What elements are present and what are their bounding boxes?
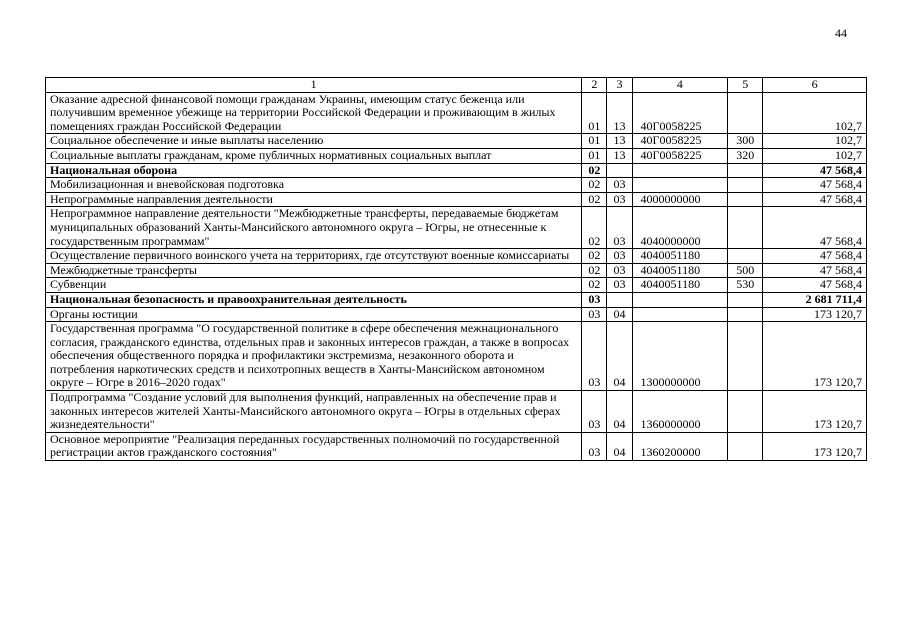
row-amount: 47 568,4: [763, 207, 867, 249]
row-subsection: 04: [607, 322, 632, 391]
row-expense-type: [728, 192, 763, 207]
row-expense-type: [728, 92, 763, 134]
table-row: [46, 178, 867, 193]
row-target-article: 40Г0058225: [632, 148, 728, 163]
table-row: [46, 432, 867, 460]
row-expense-type: 320: [728, 148, 763, 163]
row-subsection: 03: [607, 249, 632, 264]
row-name: Основное мероприятие "Реализация переданных государственных полномочий по государственной регистрации актов гражданского состояния": [46, 432, 582, 460]
row-section: 03: [582, 307, 607, 322]
header-col-2: 2: [582, 78, 607, 93]
row-target-article: 40Г0058225: [632, 92, 728, 134]
row-expense-type: [728, 292, 763, 307]
row-target-article: [632, 292, 728, 307]
table-row: [46, 163, 867, 178]
row-section: 02: [582, 249, 607, 264]
row-subsection: 04: [607, 432, 632, 460]
header-col-4: 4: [632, 78, 728, 93]
page-number: 44: [835, 26, 847, 40]
row-section: 03: [582, 432, 607, 460]
header-col-5: 5: [728, 78, 763, 93]
row-amount: 102,7: [763, 148, 867, 163]
table-row: [46, 292, 867, 307]
row-expense-type: [728, 207, 763, 249]
table-row: [46, 263, 867, 278]
row-expense-type: [728, 178, 763, 193]
row-section: 02: [582, 192, 607, 207]
row-amount: 102,7: [763, 92, 867, 134]
row-expense-type: [728, 432, 763, 460]
row-section: 03: [582, 292, 607, 307]
row-name: Подпрограмма "Создание условий для выполнения функций, направленных на обеспечение прав и законных интересов жителей Ханты-Мансийского автономного округа – Югры в отдельных сферах жизнедеятельности": [46, 391, 582, 433]
row-name: Мобилизационная и вневойсковая подготовка: [46, 178, 582, 193]
row-name: Оказание адресной финансовой помощи гражданам Украины, имеющим статус беженца или получившим временное убежище на территории Российской Федерации и проживающим в жилых помещениях граждан Российской Федерации: [46, 92, 582, 134]
table-row: [46, 207, 867, 249]
row-subsection: 03: [607, 192, 632, 207]
row-name: Непрограммное направление деятельности "Межбюджетные трансферты, передаваемые бюджетам муниципальных образований Ханты-Мансийского автономного округа – Югры, не отнесенные к государственным программам": [46, 207, 582, 249]
row-subsection: 03: [607, 178, 632, 193]
table-row: [46, 192, 867, 207]
row-name: Субвенции: [46, 278, 582, 293]
row-target-article: 4000000000: [632, 192, 728, 207]
row-amount: 47 568,4: [763, 192, 867, 207]
row-target-article: 4040051180: [632, 263, 728, 278]
row-subsection: 04: [607, 307, 632, 322]
row-amount: 47 568,4: [763, 178, 867, 193]
header-col-1: 1: [46, 78, 582, 93]
table-row: [46, 249, 867, 264]
row-section: 03: [582, 322, 607, 391]
row-section: 02: [582, 163, 607, 178]
row-amount: 102,7: [763, 134, 867, 149]
row-expense-type: [728, 163, 763, 178]
row-amount: 47 568,4: [763, 278, 867, 293]
row-subsection: [607, 163, 632, 178]
table-header-row: [46, 78, 867, 93]
row-amount: 173 120,7: [763, 391, 867, 433]
row-subsection: 03: [607, 207, 632, 249]
row-section: 02: [582, 178, 607, 193]
row-expense-type: 500: [728, 263, 763, 278]
row-target-article: 4040051180: [632, 278, 728, 293]
row-amount: 173 120,7: [763, 322, 867, 391]
table-row: [46, 92, 867, 134]
row-section: 02: [582, 278, 607, 293]
row-name: Межбюджетные трансферты: [46, 263, 582, 278]
table-row: [46, 322, 867, 391]
row-section: 02: [582, 207, 607, 249]
row-section: 01: [582, 134, 607, 149]
row-expense-type: [728, 307, 763, 322]
header-col-3: 3: [607, 78, 632, 93]
table-row: [46, 391, 867, 433]
row-expense-type: [728, 249, 763, 264]
row-name: Социальное обеспечение и иные выплаты населению: [46, 134, 582, 149]
row-subsection: 13: [607, 92, 632, 134]
row-name: Государственная программа "О государственной политике в сфере обеспечения межнационального согласия, гражданского единства, отдельных прав и законных интересов граждан, а также в вопросах обеспечения общественного порядка и профилактики экстремизма, незаконного оборота и потребления наркотических средств и психотропных веществ в Ханты-Мансийском автономном округе – Югре в 2016–2020 годах": [46, 322, 582, 391]
budget-table: [45, 77, 867, 461]
row-name: Непрограммные направления деятельности: [46, 192, 582, 207]
row-amount: 173 120,7: [763, 432, 867, 460]
row-target-article: [632, 307, 728, 322]
row-subsection: 04: [607, 391, 632, 433]
row-name: Национальная оборона: [46, 163, 582, 178]
row-amount: 173 120,7: [763, 307, 867, 322]
row-expense-type: 530: [728, 278, 763, 293]
row-target-article: [632, 178, 728, 193]
row-section: 02: [582, 263, 607, 278]
row-section: 01: [582, 92, 607, 134]
row-name: Органы юстиции: [46, 307, 582, 322]
row-subsection: 13: [607, 134, 632, 149]
row-target-article: 1360000000: [632, 391, 728, 433]
row-target-article: 40Г0058225: [632, 134, 728, 149]
row-section: 01: [582, 148, 607, 163]
row-target-article: [632, 163, 728, 178]
row-amount: 47 568,4: [763, 163, 867, 178]
row-target-article: 4040000000: [632, 207, 728, 249]
row-subsection: [607, 292, 632, 307]
row-name: Осуществление первичного воинского учета на территориях, где отсутствуют военные комиссариаты: [46, 249, 582, 264]
row-amount: 47 568,4: [763, 249, 867, 264]
row-amount: 47 568,4: [763, 263, 867, 278]
row-expense-type: 300: [728, 134, 763, 149]
row-expense-type: [728, 391, 763, 433]
header-col-6: 6: [763, 78, 867, 93]
row-target-article: 4040051180: [632, 249, 728, 264]
row-amount: 2 681 711,4: [763, 292, 867, 307]
row-target-article: 1360200000: [632, 432, 728, 460]
row-target-article: 1300000000: [632, 322, 728, 391]
row-subsection: 03: [607, 263, 632, 278]
table-row: [46, 307, 867, 322]
table-row: [46, 278, 867, 293]
row-subsection: 13: [607, 148, 632, 163]
table-row: [46, 134, 867, 149]
row-section: 03: [582, 391, 607, 433]
row-expense-type: [728, 322, 763, 391]
row-name: Национальная безопасность и правоохранительная деятельность: [46, 292, 582, 307]
row-name: Социальные выплаты гражданам, кроме публичных нормативных социальных выплат: [46, 148, 582, 163]
row-subsection: 03: [607, 278, 632, 293]
table-row: [46, 148, 867, 163]
